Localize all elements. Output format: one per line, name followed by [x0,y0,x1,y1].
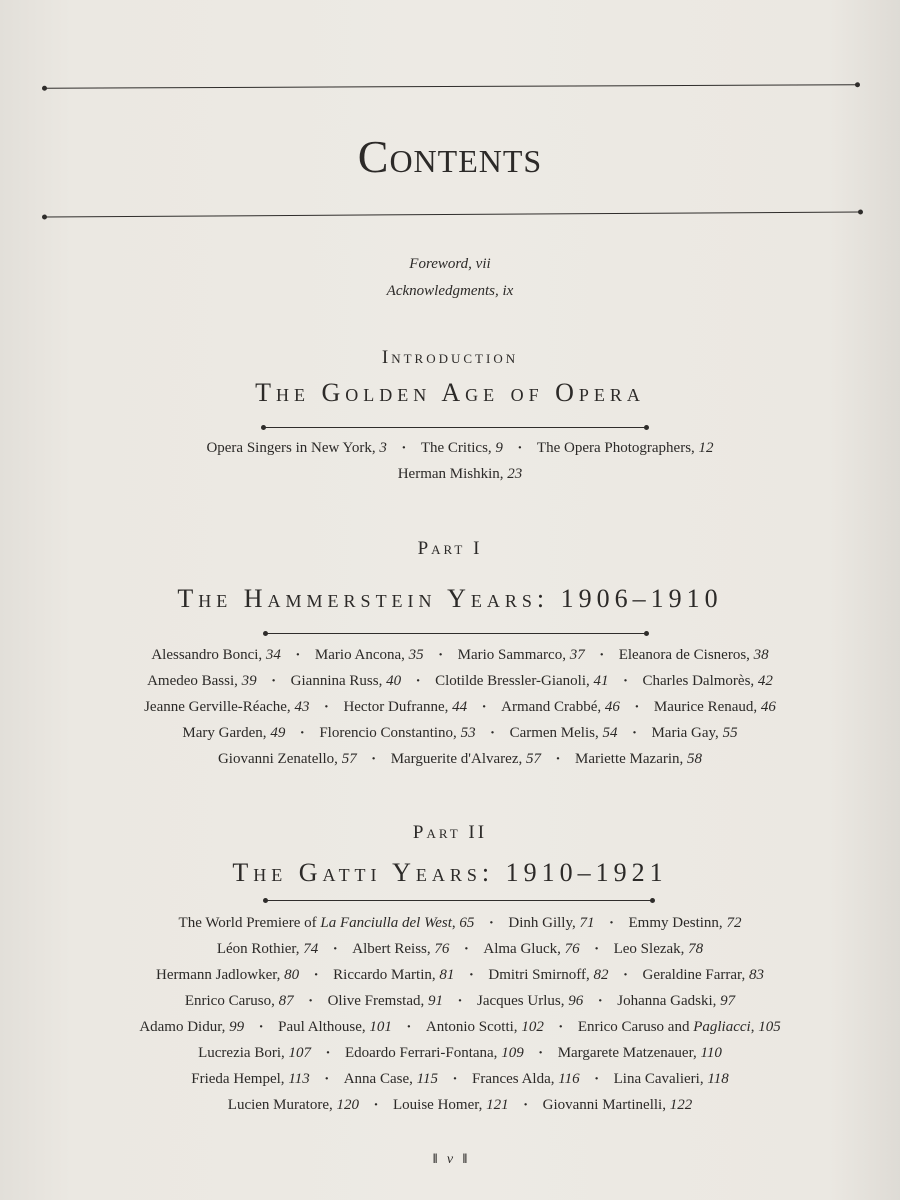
contents-entry [651,725,737,742]
entry-title: Jacques Urlus, [477,993,569,1009]
entry-page-number: 113 [288,1071,310,1087]
contents-entry [472,1071,580,1088]
entry-title: Amedeo Bassi, [147,673,242,689]
entry-page-number: 121 [486,1097,509,1113]
front-matter-foreword: Foreword, vii [409,256,491,272]
entry-page-number: 46 [604,699,620,715]
entry-separator: · [271,673,277,689]
entry-separator: · [594,941,600,957]
entry-separator: · [438,647,444,663]
entry-title: Giovanni Zenatello, [217,751,342,767]
section-kicker-part-one: Part I [417,538,483,559]
contents-entry [643,673,773,690]
contents-entry [345,1045,524,1062]
section-rule-part-two [266,900,652,901]
contents-entry [333,967,454,984]
entry-page-number: 107 [288,1045,311,1061]
section-heading-gatti: The Gatti Years: 1910–1921 [232,858,668,887]
entry-page-number: 42 [757,673,773,689]
entry-page-number: 41 [593,673,609,689]
contents-entry [344,1071,438,1088]
entry-separator: · [324,1071,330,1087]
entry-separator: · [313,967,319,983]
entry-page-number: 57 [525,751,541,767]
entry-separator: · [517,440,523,456]
entry-page-number: 55 [722,725,738,741]
contents-entry [144,699,309,716]
entry-page-number: 74 [303,941,319,957]
section-rule-part-one [266,633,646,634]
contents-entry [393,1097,509,1114]
entry-title: Hector Dufranne, [343,699,453,715]
entry-page-number: 99 [229,1019,245,1035]
entry-title: Emmy Destinn, [628,915,727,931]
entry-title: Herman Mishkin, [397,466,508,482]
contents-entry [343,699,467,716]
contents-entry [156,967,299,984]
entry-page-number: 102 [521,1019,544,1035]
contents-entry [206,440,386,457]
entry-title: Antonio Scotti, [425,1019,522,1035]
contents-entry [391,751,541,768]
entry-separator: · [623,967,629,983]
entry-page-number: 115 [416,1071,438,1087]
entry-title: Albert Reiss, [352,941,435,957]
entry-separator: · [523,1097,529,1113]
entry-separator: · [634,699,640,715]
entry-separator: · [401,440,407,456]
entry-page-number: 58 [687,751,703,767]
contents-entry [421,440,503,457]
entry-separator: · [609,915,615,931]
contents-row [40,993,880,1019]
entry-title: Charles Dalmorès, [642,673,758,689]
contents-entry [483,941,579,958]
entry-title: Armand Crabbé, [501,699,605,715]
section-kicker-part-two: Part II [412,822,488,843]
contents-entry [398,466,523,483]
contents-entry [352,941,449,958]
entry-page-number: 54 [602,725,618,741]
entry-page-number: 37 [569,647,585,663]
entry-page-number: 35 [408,647,424,663]
entry-title: Lucrezia Bori, [198,1045,289,1061]
entry-page-number: 82 [593,967,609,983]
folio-bar-left: ‖ [432,1152,438,1167]
entry-title: Louise Homer, [393,1097,487,1113]
entry-page-number: 116 [558,1071,580,1087]
entries-part-one [40,647,880,777]
entry-separator: · [415,673,421,689]
contents-entry [218,751,357,768]
contents-entry [575,751,702,768]
entry-title: Alessandro Bonci, [151,647,266,663]
contents-entry [614,941,704,958]
entry-work-title: La Fanciulla del West [320,915,452,931]
front-matter-acknowledgments: Acknowledgments, ix [386,283,514,299]
entry-separator: · [371,751,377,767]
section-heading-hammerstein: The Hammerstein Years: 1906–1910 [177,584,723,613]
entry-title: Maurice Renaud, [653,699,761,715]
entry-separator: · [558,1019,564,1035]
entry-page-number: 76 [434,941,450,957]
entry-page-number: 44 [452,699,468,715]
entry-title: Opera Singers in New York, [206,440,380,456]
contents-entry [315,647,424,664]
page-folio [0,1152,900,1168]
entry-separator: · [623,673,629,689]
entries-part-two [40,915,880,1123]
entry-title: Leo Slezak, [613,941,689,957]
entry-title: Dinh Gilly, [508,915,580,931]
contents-row [40,466,880,492]
entry-page-number: 23 [507,466,523,482]
entry-page-number: 12 [698,440,714,456]
entry-title: Dmitri Smirnoff, [488,967,594,983]
contents-row [40,673,880,699]
entry-title: Florencio Constantino, [319,725,461,741]
entry-page-number: 120 [336,1097,359,1113]
contents-entry [510,725,618,742]
entry-separator: · [538,1045,544,1061]
entry-title: Mary Garden, [182,725,271,741]
entry-separator: · [631,725,637,741]
contents-row [40,941,880,967]
entry-page-number: 101 [369,1019,392,1035]
contents-row [40,725,880,751]
entry-separator: · [463,941,469,957]
contents-entry [151,647,281,664]
contents-entry [185,993,294,1010]
contents-row [40,699,880,725]
entry-title: Johanna Gadski, [617,993,721,1009]
entry-separator: · [406,1019,412,1035]
contents-entry [508,915,594,932]
contents-entry [543,1097,693,1114]
entry-title: Giannina Russ, [290,673,387,689]
entry-separator: · [488,915,494,931]
contents-entry [228,1097,359,1114]
contents-entry [458,647,585,664]
entry-page-number: 122 [669,1097,693,1113]
contents-entry [319,725,475,742]
entry-page-number: 109 [501,1045,524,1061]
entry-title: Mario Ancona, [314,647,409,663]
entry-title: Mario Sammarco, [457,647,570,663]
section-rule-introduction [264,427,646,428]
entry-title: Riccardo Martin, [333,967,440,983]
entry-title: Clotilde Bressler-Gianoli, [435,673,594,689]
contents-entry [191,1071,309,1088]
contents-entry [291,673,401,690]
entry-page-number: 34 [265,647,281,663]
contents-entry [278,1019,392,1036]
entry-page-number: 40 [386,673,402,689]
contents-entry [629,915,742,932]
title-rule [45,212,860,218]
contents-row [40,751,880,777]
contents-row [40,1097,880,1123]
entry-page-number: 49 [270,725,286,741]
section-kicker-introduction: Introduction [381,347,519,368]
entry-page-number: 72 [726,915,742,931]
entry-page-number: 46 [760,699,776,715]
entry-page-number: 57 [341,751,357,767]
contents-entry [578,1019,781,1036]
entry-page-number: 87 [278,993,294,1009]
contents-row [40,915,880,941]
contents-entry [182,725,285,742]
entry-separator: · [323,699,329,715]
entry-separator: · [325,1045,331,1061]
contents-entry [488,967,608,984]
entry-separator: · [308,993,314,1009]
contents-entry [617,993,735,1010]
entry-work-title: Pagliacci [693,1019,751,1035]
contents-entry [217,941,318,958]
entry-page-number: 78 [688,941,704,957]
entry-title: Lucien Muratore, [227,1097,337,1113]
entry-separator: · [295,647,301,663]
entry-title: Hermann Jadlowker, [156,967,285,983]
entry-separator: · [373,1097,379,1113]
entry-title: Mariette Mazarin, [574,751,688,767]
entry-title: Paul Althouse, [278,1019,370,1035]
top-rule [45,84,857,89]
entry-title: Marguerite d'Alvarez, [390,751,526,767]
entry-separator: · [490,725,496,741]
entry-punctuation: , [750,1019,759,1035]
entry-separator: · [452,1071,458,1087]
entry-title: The World Premiere of [178,915,321,931]
entry-page-number: 96 [568,993,584,1009]
contents-entry [643,967,764,984]
contents-entry [619,647,769,664]
entry-title: Enrico Caruso and [577,1019,694,1035]
contents-row [40,1071,880,1097]
entry-title: Frances Alda, [472,1071,559,1087]
entry-page-number: 39 [241,673,257,689]
entry-separator: · [468,967,474,983]
entry-title: Lina Cavalieri, [613,1071,708,1087]
entry-separator: · [299,725,305,741]
contents-entry [501,699,620,716]
contents-row [40,647,880,673]
entry-page-number: 110 [700,1045,722,1061]
entry-title: Alma Gluck, [483,941,565,957]
entry-title: Geraldine Farrar, [642,967,749,983]
entry-title: Olive Fremstad, [327,993,428,1009]
entry-title: The Opera Photographers, [536,440,699,456]
entry-title: Frieda Hempel, [191,1071,289,1087]
entry-page-number: 118 [707,1071,729,1087]
entry-separator: · [597,993,603,1009]
contents-entry [537,440,714,457]
entry-separator: · [258,1019,264,1035]
folio-bar-right: ‖ [462,1152,468,1167]
contents-entry [139,1019,244,1036]
entry-separator: · [594,1071,600,1087]
entry-page-number: 43 [294,699,310,715]
entry-separator: · [555,751,561,767]
entry-page-number: 80 [284,967,300,983]
entry-separator: · [457,993,463,1009]
entry-title: Jeanne Gerville-Réache, [144,699,295,715]
entry-title: Anna Case, [343,1071,417,1087]
entry-title: Margarete Matzenauer, [557,1045,701,1061]
contents-entry [477,993,583,1010]
entry-page-number: 71 [579,915,595,931]
contents-row [40,1045,880,1071]
contents-row [40,967,880,993]
entry-page-number: 53 [460,725,476,741]
entry-separator: · [599,647,605,663]
contents-entry [614,1071,729,1088]
entry-page-number: 81 [439,967,455,983]
entry-page-number: 76 [564,941,580,957]
contents-entry [328,993,443,1010]
entry-punctuation: , [451,915,460,931]
entry-page-number: 97 [720,993,736,1009]
contents-entry [558,1045,722,1062]
entry-title: Edoardo Ferrari-Fontana, [344,1045,502,1061]
contents-row [40,1019,880,1045]
entry-page-number: 65 [459,915,475,931]
entry-title: Léon Rothier, [216,941,304,957]
entry-title: Giovanni Martinelli, [542,1097,670,1113]
entry-page-number: 9 [495,440,503,456]
folio-number: v [446,1152,454,1167]
section-heading-golden-age: The Golden Age of Opera [255,378,645,407]
contents-entry [198,1045,311,1062]
entry-separator: · [481,699,487,715]
entries-introduction [40,440,880,492]
contents-entry [426,1019,544,1036]
entry-page-number: 91 [428,993,443,1009]
contents-row [40,440,880,466]
entry-title: Carmen Melis, [509,725,603,741]
contents-entry [179,915,475,932]
entry-title: Enrico Caruso, [184,993,279,1009]
entry-page-number: 105 [758,1019,781,1035]
entry-page-number: 38 [753,647,769,663]
entry-title: Eleanora de Cisneros, [618,647,754,663]
entry-page-number: 83 [748,967,764,983]
contents-entry [654,699,776,716]
entry-page-number: 3 [379,440,387,456]
contents-entry [435,673,608,690]
entry-title: Adamo Didur, [139,1019,230,1035]
entry-title: The Critics, [420,440,496,456]
page-title: Contents [357,131,543,182]
contents-entry [147,673,257,690]
entry-title: Maria Gay, [651,725,723,741]
entry-separator: · [332,941,338,957]
